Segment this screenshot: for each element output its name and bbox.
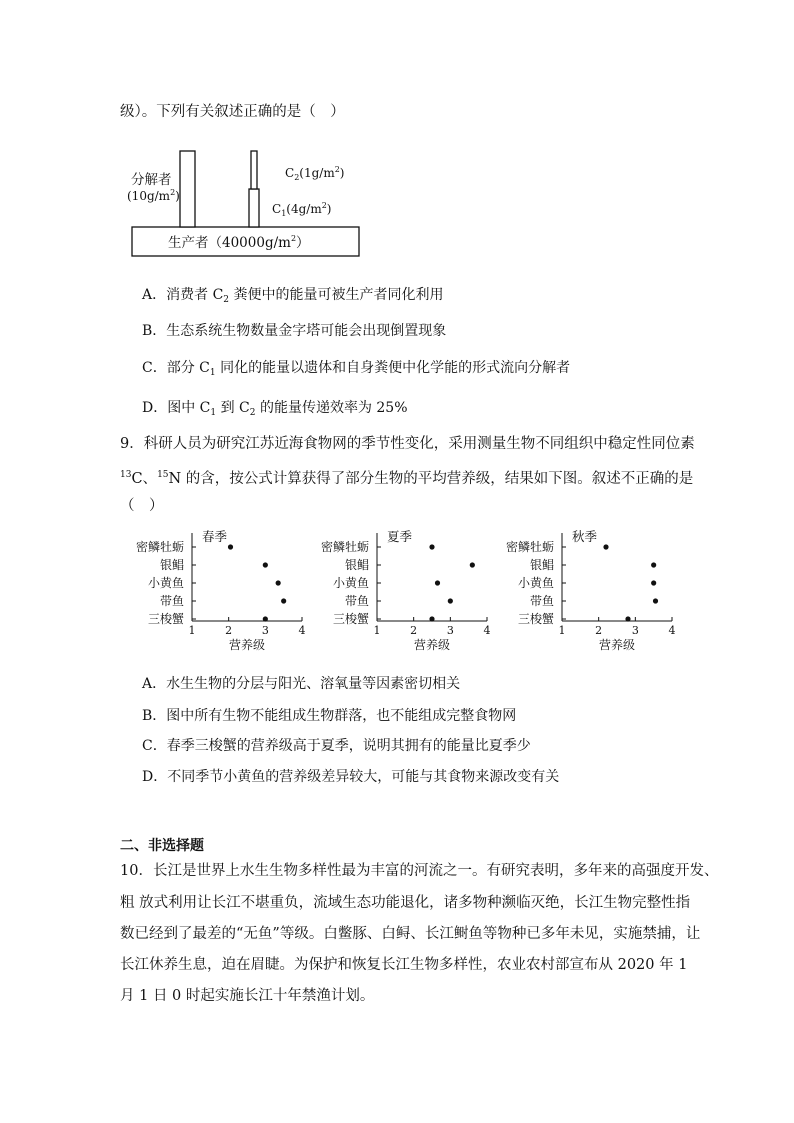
q8-option-c: C．部分 $C_1$ 同化的能量以遗体和自身粪便中化学能的形式流向分解者 (142, 360, 571, 378)
x-tick-label: 2 (595, 624, 603, 637)
data-point (228, 544, 233, 549)
category-label: 密鳞牡蛎 (135, 540, 184, 554)
data-point (429, 616, 434, 621)
q10-line-3: 数已经到了最差的“无鱼”等级。白鳖豚、白鲟、长江鲥鱼等物种已多年未见，实施禁捕，让 (120, 926, 701, 942)
x-axis-label: 营养级 (598, 638, 636, 652)
x-tick-label: 1 (188, 624, 196, 637)
producer-label: 生产者$(40000g/m^2)$ (168, 234, 310, 251)
q8-option-b: B．生态系统生物数量金字塔可能会出现倒置现象 (142, 323, 447, 339)
category-label: 三梭蟹 (147, 612, 184, 626)
category-label: 密鳞牡蛎 (505, 540, 554, 554)
c1-value: $C_1(4g/m^2)$ (272, 201, 332, 218)
data-point (470, 562, 475, 567)
decomposer-bar (180, 151, 195, 227)
x-tick-label: 1 (558, 624, 566, 637)
category-label: 带鱼 (529, 594, 554, 608)
category-label: 带鱼 (159, 594, 184, 608)
data-point (263, 616, 268, 621)
category-label: 银鲳 (529, 558, 554, 572)
x-tick-label: 2 (410, 624, 418, 637)
q10-line-2: 粗 放式利用让长江不堪重负，流域生态功能退化，诸多物种濒临灭绝，长江生物完整性指 (120, 895, 691, 911)
q9-option-a: A．水生生物的分层与阳光、溶氧量等因素密切相关 (142, 676, 461, 692)
decomposer-value: $(10g/m^2)$ (127, 188, 180, 203)
category-label: 小黄鱼 (517, 576, 554, 590)
x-tick-label: 3 (261, 624, 269, 637)
data-point (651, 562, 656, 567)
category-label: 银鲳 (159, 558, 184, 572)
q9-stem-line1: 9．科研人员为研究江苏近海食物网的季节性变化，采用测量生物不同组织中稳定性同位素 (120, 436, 695, 452)
q8-intro: 级）。下列有关叙述正确的是（ ） (120, 104, 345, 120)
chart-title: 夏季 (387, 529, 413, 544)
category-label: 密鳞牡蛎 (320, 540, 369, 554)
q8-option-a: A．消费者 $C_2$ 粪便中的能量可被生产者同化利用 (142, 287, 444, 305)
c1-bar (249, 189, 259, 227)
data-point (625, 616, 630, 621)
data-point (429, 544, 434, 549)
category-label: 三梭蟹 (517, 612, 554, 626)
q9-option-b: B．图中所有生物不能组成生物群落，也不能组成完整食物网 (142, 708, 517, 724)
category-label: 带鱼 (344, 594, 369, 608)
data-point (653, 598, 658, 603)
data-point (651, 580, 656, 585)
q9-option-c: C．春季三梭蟹的营养级高于夏季，说明其拥有的能量比夏季少 (142, 738, 531, 754)
data-point (448, 598, 453, 603)
energy-pyramid-diagram (120, 140, 380, 265)
category-label: 小黄鱼 (332, 576, 369, 590)
trophic-level-charts (120, 525, 680, 665)
decomposer-label: 分解者 (131, 172, 172, 188)
data-point (603, 544, 608, 549)
chart-title: 秋季 (572, 529, 598, 544)
q10-line-4: 长江休养生息，迫在眉睫。为保护和恢复长江生物多样性，农业农村部宣布从 2020 年 1 (120, 957, 688, 973)
data-point (435, 580, 440, 585)
x-axis-label: 营养级 (413, 638, 451, 652)
c2-bar (251, 151, 257, 189)
q9-stem-line3: （ ） (120, 498, 164, 514)
q9-option-d: D．不同季节小黄鱼的营养级差异较大，可能与其食物来源改变有关 (142, 769, 560, 785)
x-axis-label: 营养级 (228, 638, 266, 652)
x-tick-label: 1 (373, 624, 381, 637)
q10-line-5: 月 1 日 0 时起实施长江十年禁渔计划。 (120, 988, 375, 1004)
x-tick-label: 3 (631, 624, 639, 637)
x-tick-label: 4 (668, 624, 676, 637)
x-tick-label: 3 (446, 624, 454, 637)
c2-value: $C_2(1g/m^2)$ (285, 165, 345, 182)
q10-line-1: 10．长江是世界上水生生物多样性最为丰富的河流之一。有研究表明，多年来的高强度开发、 (120, 863, 719, 879)
category-label: 三梭蟹 (332, 612, 369, 626)
q8-option-d: D．图中 $C_1$ 到 $C_2$ 的能量传递效率为 25% (142, 400, 408, 418)
q9-stem-line2: $^{13}$C、$^{15}$N 的含，按公式计算获得了部分生物的平均营养级，结果如下图。叙述不正确的是 (120, 470, 694, 487)
data-point (276, 580, 281, 585)
section-heading: 二、非选择题 (120, 838, 204, 854)
x-tick-label: 2 (225, 624, 233, 637)
category-label: 银鲳 (344, 558, 369, 572)
x-tick-label: 4 (483, 624, 491, 637)
data-point (263, 562, 268, 567)
chart-title: 春季 (202, 529, 228, 544)
x-tick-label: 4 (298, 624, 306, 637)
data-point (281, 598, 286, 603)
category-label: 小黄鱼 (147, 576, 184, 590)
